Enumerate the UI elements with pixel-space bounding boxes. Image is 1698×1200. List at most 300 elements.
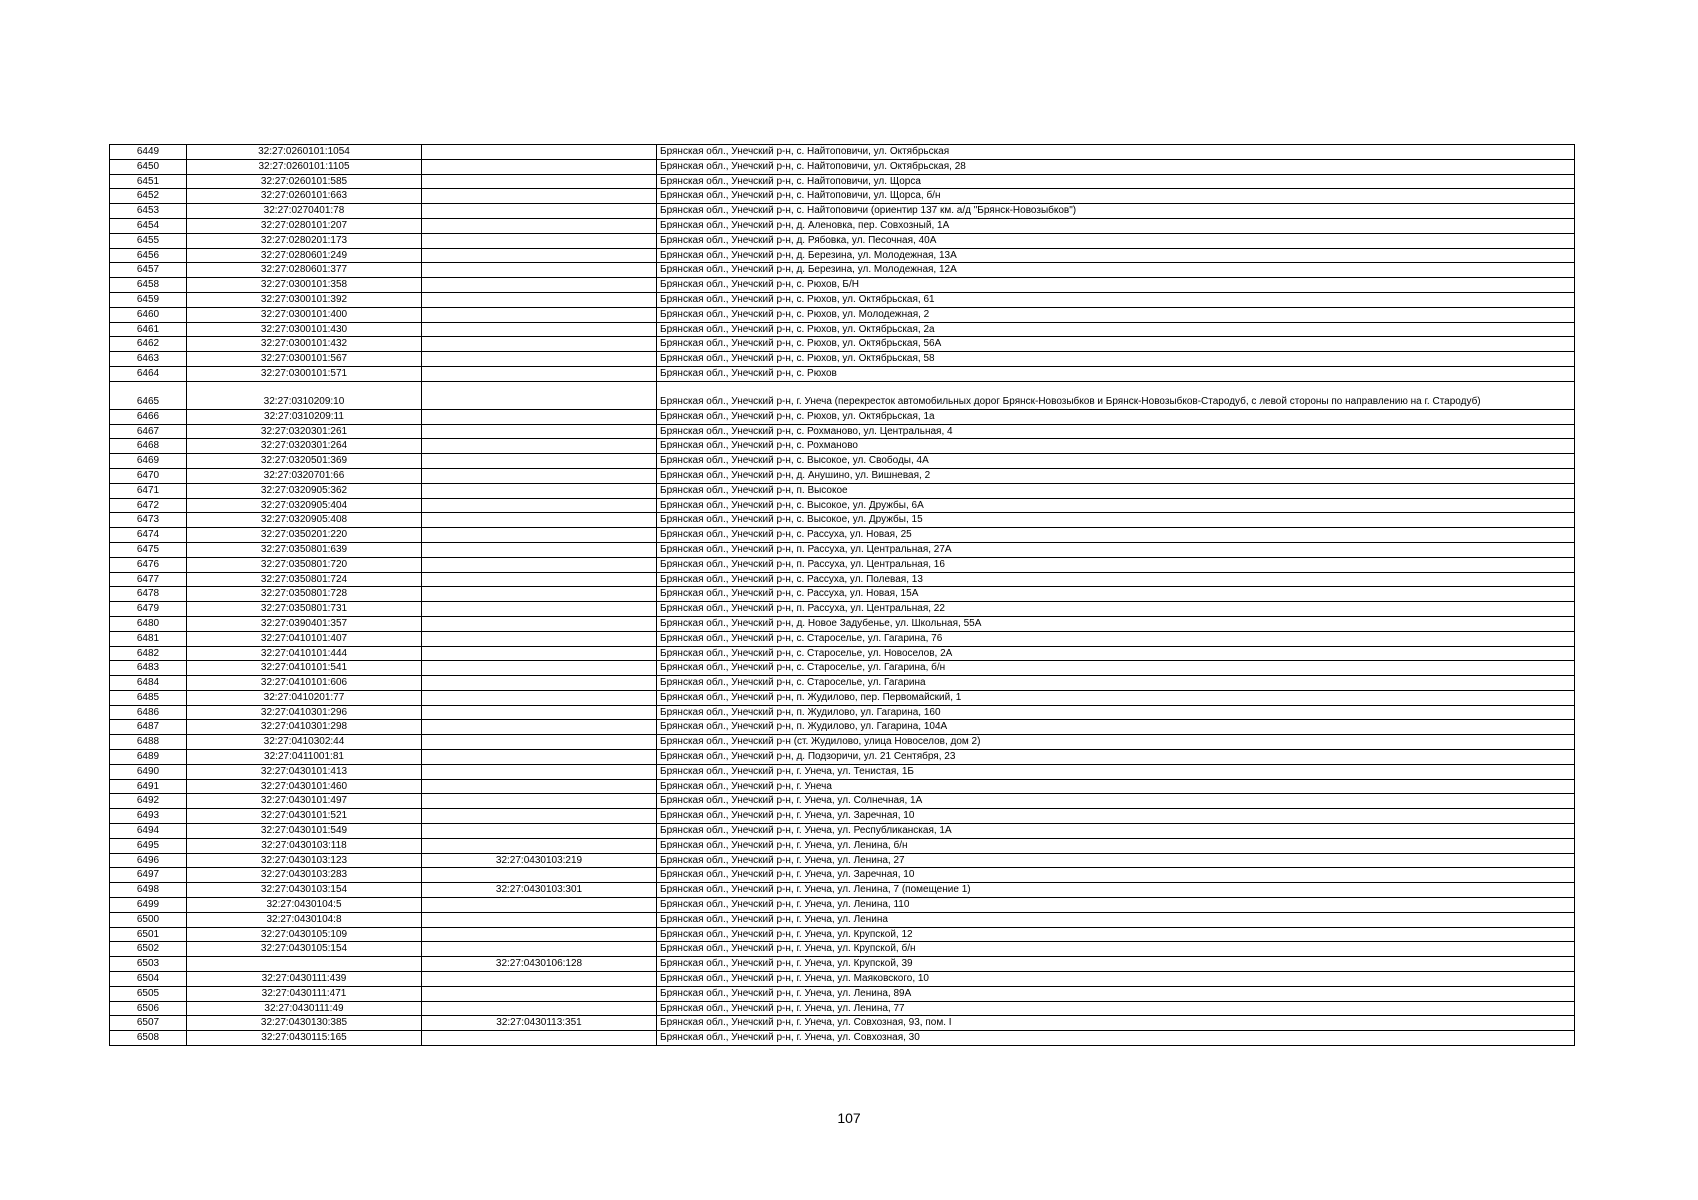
address-cell: Брянская обл., Унечский р-н, г. Унеча, ул. Маяковского, 10: [657, 972, 1575, 987]
table-row: [110, 972, 1575, 987]
address-cell: Брянская обл., Унечский р-н, с. Найтоповичи, ул. Щорса, б/н: [657, 189, 1575, 204]
related-cadastral-number-cell: [422, 292, 657, 307]
related-cadastral-number-cell: [422, 159, 657, 174]
cadastral-number-cell: 32:27:0280601:377: [187, 263, 422, 278]
table-row: [110, 454, 1575, 469]
table-row: [110, 735, 1575, 750]
table-row: [110, 898, 1575, 913]
table-row: [110, 542, 1575, 557]
row-number-cell: 6476: [110, 557, 187, 572]
table-row: [110, 528, 1575, 543]
address-cell: Брянская обл., Унечский р-н, г. Унеча, ул. Ленина, б/н: [657, 838, 1575, 853]
table-row: [110, 218, 1575, 233]
row-number-cell: 6451: [110, 174, 187, 189]
related-cadastral-number-cell: [422, 661, 657, 676]
related-cadastral-number-cell: [422, 483, 657, 498]
row-number-cell: 6454: [110, 218, 187, 233]
table-row: [110, 676, 1575, 691]
cadastral-number-cell: 32:27:0300101:358: [187, 278, 422, 293]
address-cell: Брянская обл., Унечский р-н, г. Унеча, ул. Совхозная, 30: [657, 1031, 1575, 1046]
address-cell: Брянская обл., Унечский р-н, с. Найтоповичи, ул. Щорса: [657, 174, 1575, 189]
related-cadastral-number-cell: [422, 439, 657, 454]
table-row: [110, 853, 1575, 868]
table-row: [110, 1001, 1575, 1016]
address-cell: Брянская обл., Унечский р-н, с. Высокое, ул. Дружбы, 15: [657, 513, 1575, 528]
cadastral-number-cell: 32:27:0280101:207: [187, 218, 422, 233]
cadastral-number-cell: 32:27:0260101:663: [187, 189, 422, 204]
related-cadastral-number-cell: [422, 145, 657, 160]
table-row: [110, 1016, 1575, 1031]
related-cadastral-number-cell: [422, 809, 657, 824]
cadastral-number-cell: 32:27:0430103:283: [187, 868, 422, 883]
related-cadastral-number-cell: [422, 263, 657, 278]
address-cell: Брянская обл., Унечский р-н, г. Унеча (перекресток автомобильных дорог Брянск-Новозыбков и Брянск-Новозыбков-Стародуб, с левой стороны по направлению на г. Стародуб): [657, 381, 1575, 409]
address-cell: Брянская обл., Унечский р-н, д. Анушино, ул. Вишневая, 2: [657, 468, 1575, 483]
cadastral-number-cell: 32:27:0430111:439: [187, 972, 422, 987]
row-number-cell: 6499: [110, 898, 187, 913]
cadastral-number-cell: 32:27:0350801:728: [187, 587, 422, 602]
related-cadastral-number-cell: [422, 409, 657, 424]
table-row: [110, 750, 1575, 765]
cadastral-number-cell: 32:27:0430101:497: [187, 794, 422, 809]
related-cadastral-number-cell: [422, 366, 657, 381]
table-row: [110, 838, 1575, 853]
table-row: [110, 957, 1575, 972]
cadastral-number-cell: 32:27:0260101:585: [187, 174, 422, 189]
address-cell: Брянская обл., Унечский р-н, г. Унеча, ул. Крупской, б/н: [657, 942, 1575, 957]
related-cadastral-number-cell: [422, 587, 657, 602]
address-cell: Брянская обл., Унечский р-н, г. Унеча, ул. Заречная, 10: [657, 809, 1575, 824]
table-row: [110, 779, 1575, 794]
cadastral-number-cell: 32:27:0410301:298: [187, 720, 422, 735]
address-cell: Брянская обл., Унечский р-н, г. Унеча: [657, 779, 1575, 794]
row-number-cell: 6502: [110, 942, 187, 957]
row-number-cell: 6485: [110, 690, 187, 705]
address-cell: Брянская обл., Унечский р-н, г. Унеча, ул. Республиканская, 1А: [657, 824, 1575, 839]
table-row: [110, 278, 1575, 293]
related-cadastral-number-cell: [422, 750, 657, 765]
row-number-cell: 6488: [110, 735, 187, 750]
table-row: [110, 883, 1575, 898]
table-row: [110, 174, 1575, 189]
related-cadastral-number-cell: [422, 352, 657, 367]
address-cell: Брянская обл., Унечский р-н, п. Высокое: [657, 483, 1575, 498]
address-cell: Брянская обл., Унечский р-н, с. Рассуха, ул. Новая, 15А: [657, 587, 1575, 602]
row-number-cell: 6456: [110, 248, 187, 263]
related-cadastral-number-cell: [422, 528, 657, 543]
cadastral-number-cell: 32:27:0300101:400: [187, 307, 422, 322]
address-cell: Брянская обл., Унечский р-н, с. Высокое, ул. Свободы, 4А: [657, 454, 1575, 469]
cadastral-number-cell: 32:27:0430115:165: [187, 1031, 422, 1046]
row-number-cell: 6453: [110, 204, 187, 219]
address-cell: Брянская обл., Унечский р-н, с. Рюхов, ул. Октябрьская, 56А: [657, 337, 1575, 352]
address-cell: Брянская обл., Унечский р-н, с. Рюхов: [657, 366, 1575, 381]
address-cell: Брянская обл., Унечский р-н, с. Рохманово, ул. Центральная, 4: [657, 424, 1575, 439]
address-cell: Брянская обл., Унечский р-н, п. Рассуха, ул. Центральная, 22: [657, 602, 1575, 617]
related-cadastral-number-cell: [422, 824, 657, 839]
related-cadastral-number-cell: [422, 557, 657, 572]
address-cell: Брянская обл., Унечский р-н, г. Унеча, ул. Крупской, 39: [657, 957, 1575, 972]
cadastral-number-cell: 32:27:0410101:606: [187, 676, 422, 691]
row-number-cell: 6473: [110, 513, 187, 528]
address-cell: Брянская обл., Унечский р-н, с. Найтоповичи, ул. Октябрьская, 28: [657, 159, 1575, 174]
table-row: [110, 159, 1575, 174]
related-cadastral-number-cell: [422, 616, 657, 631]
row-number-cell: 6503: [110, 957, 187, 972]
row-number-cell: 6494: [110, 824, 187, 839]
row-number-cell: 6459: [110, 292, 187, 307]
row-number-cell: 6508: [110, 1031, 187, 1046]
related-cadastral-number-cell: [422, 424, 657, 439]
cadastral-number-cell: 32:27:0410201:77: [187, 690, 422, 705]
cadastral-number-cell: 32:27:0350801:720: [187, 557, 422, 572]
table-row: [110, 381, 1575, 409]
row-number-cell: 6479: [110, 602, 187, 617]
related-cadastral-number-cell: 32:27:0430103:301: [422, 883, 657, 898]
related-cadastral-number-cell: [422, 233, 657, 248]
related-cadastral-number-cell: [422, 676, 657, 691]
address-cell: Брянская обл., Унечский р-н, д. Березина, ул. Молодежная, 13А: [657, 248, 1575, 263]
table-row: [110, 248, 1575, 263]
cadastral-number-cell: 32:27:0410101:444: [187, 646, 422, 661]
related-cadastral-number-cell: [422, 972, 657, 987]
row-number-cell: 6452: [110, 189, 187, 204]
table-row: [110, 233, 1575, 248]
cadastral-number-cell: 32:27:0320301:261: [187, 424, 422, 439]
table-row: [110, 366, 1575, 381]
cadastral-number-cell: 32:27:0320701:66: [187, 468, 422, 483]
related-cadastral-number-cell: [422, 794, 657, 809]
cadastral-number-cell: 32:27:0270401:78: [187, 204, 422, 219]
related-cadastral-number-cell: 32:27:0430106:128: [422, 957, 657, 972]
row-number-cell: 6483: [110, 661, 187, 676]
row-number-cell: 6480: [110, 616, 187, 631]
table-row: [110, 942, 1575, 957]
address-cell: Брянская обл., Унечский р-н, г. Унеча, ул. Ленина, 89А: [657, 986, 1575, 1001]
cadastral-number-cell: 32:27:0430103:123: [187, 853, 422, 868]
cadastral-number-cell: 32:27:0430105:154: [187, 942, 422, 957]
row-number-cell: 6474: [110, 528, 187, 543]
row-number-cell: 6461: [110, 322, 187, 337]
cadastral-number-cell: 32:27:0300101:571: [187, 366, 422, 381]
table-row: [110, 204, 1575, 219]
address-cell: Брянская обл., Унечский р-н, д. Рябовка, ул. Песочная, 40А: [657, 233, 1575, 248]
related-cadastral-number-cell: [422, 1031, 657, 1046]
table-row: [110, 587, 1575, 602]
related-cadastral-number-cell: [422, 631, 657, 646]
related-cadastral-number-cell: [422, 337, 657, 352]
related-cadastral-number-cell: [422, 838, 657, 853]
row-number-cell: 6471: [110, 483, 187, 498]
row-number-cell: 6470: [110, 468, 187, 483]
cadastral-number-cell: 32:27:0430101:413: [187, 764, 422, 779]
row-number-cell: 6501: [110, 927, 187, 942]
table-row: [110, 661, 1575, 676]
row-number-cell: 6472: [110, 498, 187, 513]
related-cadastral-number-cell: [422, 912, 657, 927]
related-cadastral-number-cell: [422, 764, 657, 779]
row-number-cell: 6449: [110, 145, 187, 160]
cadastral-number-cell: 32:27:0390401:357: [187, 616, 422, 631]
row-number-cell: 6455: [110, 233, 187, 248]
address-cell: Брянская обл., Унечский р-н, с. Найтоповичи, ул. Октябрьская: [657, 145, 1575, 160]
address-cell: Брянская обл., Унечский р-н, с. Рюхов, ул. Молодежная, 2: [657, 307, 1575, 322]
cadastral-number-cell: 32:27:0430103:118: [187, 838, 422, 853]
address-cell: Брянская обл., Унечский р-н, г. Унеча, ул. Ленина, 77: [657, 1001, 1575, 1016]
table-row: [110, 322, 1575, 337]
address-cell: Брянская обл., Унечский р-н (ст. Жудилово, улица Новоселов, дом 2): [657, 735, 1575, 750]
table-row: [110, 307, 1575, 322]
address-cell: Брянская обл., Унечский р-н, д. Аленовка, пер. Совхозный, 1А: [657, 218, 1575, 233]
related-cadastral-number-cell: [422, 720, 657, 735]
row-number-cell: 6486: [110, 705, 187, 720]
table-row: [110, 824, 1575, 839]
table-row: [110, 292, 1575, 307]
address-cell: Брянская обл., Унечский р-н, с. Рюхов, ул. Октябрьская, 58: [657, 352, 1575, 367]
row-number-cell: 6496: [110, 853, 187, 868]
cadastral-number-cell: 32:27:0260101:1054: [187, 145, 422, 160]
related-cadastral-number-cell: [422, 189, 657, 204]
row-number-cell: 6465: [110, 381, 187, 409]
row-number-cell: 6458: [110, 278, 187, 293]
table-row: [110, 572, 1575, 587]
cadastral-number-cell: 32:27:0430105:109: [187, 927, 422, 942]
row-number-cell: 6482: [110, 646, 187, 661]
related-cadastral-number-cell: [422, 572, 657, 587]
row-number-cell: 6481: [110, 631, 187, 646]
row-number-cell: 6489: [110, 750, 187, 765]
table-row: [110, 424, 1575, 439]
related-cadastral-number-cell: [422, 690, 657, 705]
cadastral-number-cell: 32:27:0410301:296: [187, 705, 422, 720]
address-cell: Брянская обл., Унечский р-н, г. Унеча, ул. Совхозная, 93, пом. I: [657, 1016, 1575, 1031]
related-cadastral-number-cell: [422, 381, 657, 409]
row-number-cell: 6468: [110, 439, 187, 454]
address-cell: Брянская обл., Унечский р-н, г. Унеча, ул. Солнечная, 1А: [657, 794, 1575, 809]
table-row: [110, 145, 1575, 160]
table-row: [110, 602, 1575, 617]
address-cell: Брянская обл., Унечский р-н, с. Староселье, ул. Новоселов, 2А: [657, 646, 1575, 661]
address-cell: Брянская обл., Унечский р-н, г. Унеча, ул. Крупской, 12: [657, 927, 1575, 942]
table-row: [110, 439, 1575, 454]
related-cadastral-number-cell: [422, 779, 657, 794]
cadastral-number-cell: 32:27:0430101:521: [187, 809, 422, 824]
row-number-cell: 6466: [110, 409, 187, 424]
cadastral-number-cell: 32:27:0260101:1105: [187, 159, 422, 174]
related-cadastral-number-cell: [422, 542, 657, 557]
page-number: 107: [837, 1110, 861, 1126]
cadastral-number-cell: 32:27:0410101:541: [187, 661, 422, 676]
table-row: [110, 1031, 1575, 1046]
cadastral-number-cell: 32:27:0350201:220: [187, 528, 422, 543]
cadastral-number-cell: 32:27:0300101:430: [187, 322, 422, 337]
address-cell: Брянская обл., Унечский р-н, с. Рюхов, ул. Октябрьская, 1а: [657, 409, 1575, 424]
address-cell: Брянская обл., Унечский р-н, г. Унеча, ул. Тенистая, 1Б: [657, 764, 1575, 779]
address-cell: Брянская обл., Унечский р-н, г. Унеча, ул. Ленина, 27: [657, 853, 1575, 868]
row-number-cell: 6490: [110, 764, 187, 779]
table-row: [110, 468, 1575, 483]
cadastral-number-cell: 32:27:0430104:5: [187, 898, 422, 913]
address-cell: Брянская обл., Унечский р-н, г. Унеча, ул. Ленина, 110: [657, 898, 1575, 913]
cadastral-number-cell: [187, 957, 422, 972]
related-cadastral-number-cell: [422, 322, 657, 337]
cadastral-number-cell: 32:27:0320905:404: [187, 498, 422, 513]
cadastral-number-cell: 32:27:0300101:567: [187, 352, 422, 367]
related-cadastral-number-cell: [422, 942, 657, 957]
cadastral-number-cell: 32:27:0310209:10: [187, 381, 422, 409]
cadastral-number-cell: 32:27:0310209:11: [187, 409, 422, 424]
related-cadastral-number-cell: [422, 735, 657, 750]
address-cell: Брянская обл., Унечский р-н, с. Рюхов, Б/Н: [657, 278, 1575, 293]
related-cadastral-number-cell: [422, 602, 657, 617]
address-cell: Брянская обл., Унечский р-н, п. Жудилово, ул. Гагарина, 160: [657, 705, 1575, 720]
related-cadastral-number-cell: [422, 468, 657, 483]
related-cadastral-number-cell: [422, 986, 657, 1001]
address-cell: Брянская обл., Унечский р-н, г. Унеча, ул. Ленина: [657, 912, 1575, 927]
related-cadastral-number-cell: [422, 498, 657, 513]
cadastral-number-cell: 32:27:0280201:173: [187, 233, 422, 248]
table-row: [110, 927, 1575, 942]
row-number-cell: 6492: [110, 794, 187, 809]
related-cadastral-number-cell: [422, 174, 657, 189]
row-number-cell: 6487: [110, 720, 187, 735]
address-cell: Брянская обл., Унечский р-н, д. Березина, ул. Молодежная, 12А: [657, 263, 1575, 278]
address-cell: Брянская обл., Унечский р-н, п. Жудилово, пер. Первомайский, 1: [657, 690, 1575, 705]
table-row: [110, 513, 1575, 528]
related-cadastral-number-cell: [422, 927, 657, 942]
table-row: [110, 409, 1575, 424]
related-cadastral-number-cell: [422, 218, 657, 233]
cadastral-number-cell: 32:27:0300101:392: [187, 292, 422, 307]
table-row: [110, 720, 1575, 735]
table-row: [110, 794, 1575, 809]
row-number-cell: 6460: [110, 307, 187, 322]
cadastral-number-cell: 32:27:0320301:264: [187, 439, 422, 454]
row-number-cell: 6477: [110, 572, 187, 587]
table-row: [110, 557, 1575, 572]
table-row: [110, 189, 1575, 204]
row-number-cell: 6491: [110, 779, 187, 794]
address-cell: Брянская обл., Унечский р-н, с. Староселье, ул. Гагарина, б/н: [657, 661, 1575, 676]
related-cadastral-number-cell: [422, 278, 657, 293]
table-row: [110, 809, 1575, 824]
table-row: [110, 690, 1575, 705]
row-number-cell: 6475: [110, 542, 187, 557]
address-cell: Брянская обл., Унечский р-н, д. Новое Задубенье, ул. Школьная, 55А: [657, 616, 1575, 631]
related-cadastral-number-cell: 32:27:0430103:219: [422, 853, 657, 868]
address-cell: Брянская обл., Унечский р-н, с. Высокое, ул. Дружбы, 6А: [657, 498, 1575, 513]
address-cell: Брянская обл., Унечский р-н, п. Рассуха, ул. Центральная, 27А: [657, 542, 1575, 557]
row-number-cell: 6462: [110, 337, 187, 352]
row-number-cell: 6498: [110, 883, 187, 898]
address-cell: Брянская обл., Унечский р-н, с. Рассуха, ул. Новая, 25: [657, 528, 1575, 543]
row-number-cell: 6505: [110, 986, 187, 1001]
table-row: [110, 705, 1575, 720]
row-number-cell: 6504: [110, 972, 187, 987]
cadastral-number-cell: 32:27:0350801:731: [187, 602, 422, 617]
related-cadastral-number-cell: [422, 705, 657, 720]
table-row: [110, 352, 1575, 367]
registry-table: [109, 144, 1575, 1046]
cadastral-number-cell: 32:27:0320905:408: [187, 513, 422, 528]
address-cell: Брянская обл., Унечский р-н, с. Рохманово: [657, 439, 1575, 454]
table-row: [110, 631, 1575, 646]
cadastral-number-cell: 32:27:0430104:8: [187, 912, 422, 927]
address-cell: Брянская обл., Унечский р-н, г. Унеча, ул. Ленина, 7 (помещение 1): [657, 883, 1575, 898]
table-row: [110, 986, 1575, 1001]
row-number-cell: 6464: [110, 366, 187, 381]
cadastral-number-cell: 32:27:0410302:44: [187, 735, 422, 750]
cadastral-number-cell: 32:27:0350801:639: [187, 542, 422, 557]
address-cell: Брянская обл., Унечский р-н, с. Найтоповичи (ориентир 137 км. а/д "Брянск-Новозыбков"): [657, 204, 1575, 219]
address-cell: Брянская обл., Унечский р-н, с. Староселье, ул. Гагарина, 76: [657, 631, 1575, 646]
address-cell: Брянская обл., Унечский р-н, д. Подзоричи, ул. 21 Сентября, 23: [657, 750, 1575, 765]
cadastral-number-cell: 32:27:0430111:49: [187, 1001, 422, 1016]
row-number-cell: 6450: [110, 159, 187, 174]
table-row: [110, 912, 1575, 927]
cadastral-number-cell: 32:27:0280601:249: [187, 248, 422, 263]
address-cell: Брянская обл., Унечский р-н, с. Староселье, ул. Гагарина: [657, 676, 1575, 691]
row-number-cell: 6457: [110, 263, 187, 278]
row-number-cell: 6506: [110, 1001, 187, 1016]
cadastral-number-cell: 32:27:0350801:724: [187, 572, 422, 587]
row-number-cell: 6469: [110, 454, 187, 469]
table-row: [110, 483, 1575, 498]
address-cell: Брянская обл., Унечский р-н, г. Унеча, ул. Заречная, 10: [657, 868, 1575, 883]
row-number-cell: 6507: [110, 1016, 187, 1031]
related-cadastral-number-cell: [422, 868, 657, 883]
cadastral-number-cell: 32:27:0430130:385: [187, 1016, 422, 1031]
row-number-cell: 6463: [110, 352, 187, 367]
related-cadastral-number-cell: [422, 646, 657, 661]
cadastral-number-cell: 32:27:0430111:471: [187, 986, 422, 1001]
related-cadastral-number-cell: [422, 898, 657, 913]
cadastral-number-cell: 32:27:0430101:460: [187, 779, 422, 794]
address-cell: Брянская обл., Унечский р-н, с. Рюхов, ул. Октябрьская, 2а: [657, 322, 1575, 337]
row-number-cell: 6467: [110, 424, 187, 439]
cadastral-number-cell: 32:27:0300101:432: [187, 337, 422, 352]
row-number-cell: 6495: [110, 838, 187, 853]
table-row: [110, 764, 1575, 779]
related-cadastral-number-cell: [422, 513, 657, 528]
address-cell: Брянская обл., Унечский р-н, с. Рассуха, ул. Полевая, 13: [657, 572, 1575, 587]
related-cadastral-number-cell: [422, 454, 657, 469]
cadastral-number-cell: 32:27:0430103:154: [187, 883, 422, 898]
table-row: [110, 868, 1575, 883]
table-row: [110, 263, 1575, 278]
cadastral-number-cell: 32:27:0410101:407: [187, 631, 422, 646]
cadastral-number-cell: 32:27:0320905:362: [187, 483, 422, 498]
related-cadastral-number-cell: [422, 204, 657, 219]
related-cadastral-number-cell: [422, 1001, 657, 1016]
table-row: [110, 498, 1575, 513]
address-cell: Брянская обл., Унечский р-н, п. Рассуха, ул. Центральная, 16: [657, 557, 1575, 572]
cadastral-number-cell: 32:27:0430101:549: [187, 824, 422, 839]
table-row: [110, 337, 1575, 352]
registry-table-body: [110, 145, 1575, 1046]
row-number-cell: 6497: [110, 868, 187, 883]
table-row: [110, 616, 1575, 631]
row-number-cell: 6493: [110, 809, 187, 824]
row-number-cell: 6484: [110, 676, 187, 691]
table-row: [110, 646, 1575, 661]
related-cadastral-number-cell: 32:27:0430113:351: [422, 1016, 657, 1031]
address-cell: Брянская обл., Унечский р-н, п. Жудилово, ул. Гагарина, 104А: [657, 720, 1575, 735]
address-cell: Брянская обл., Унечский р-н, с. Рюхов, ул. Октябрьская, 61: [657, 292, 1575, 307]
row-number-cell: 6478: [110, 587, 187, 602]
cadastral-number-cell: 32:27:0320501:369: [187, 454, 422, 469]
cadastral-number-cell: 32:27:0411001:81: [187, 750, 422, 765]
